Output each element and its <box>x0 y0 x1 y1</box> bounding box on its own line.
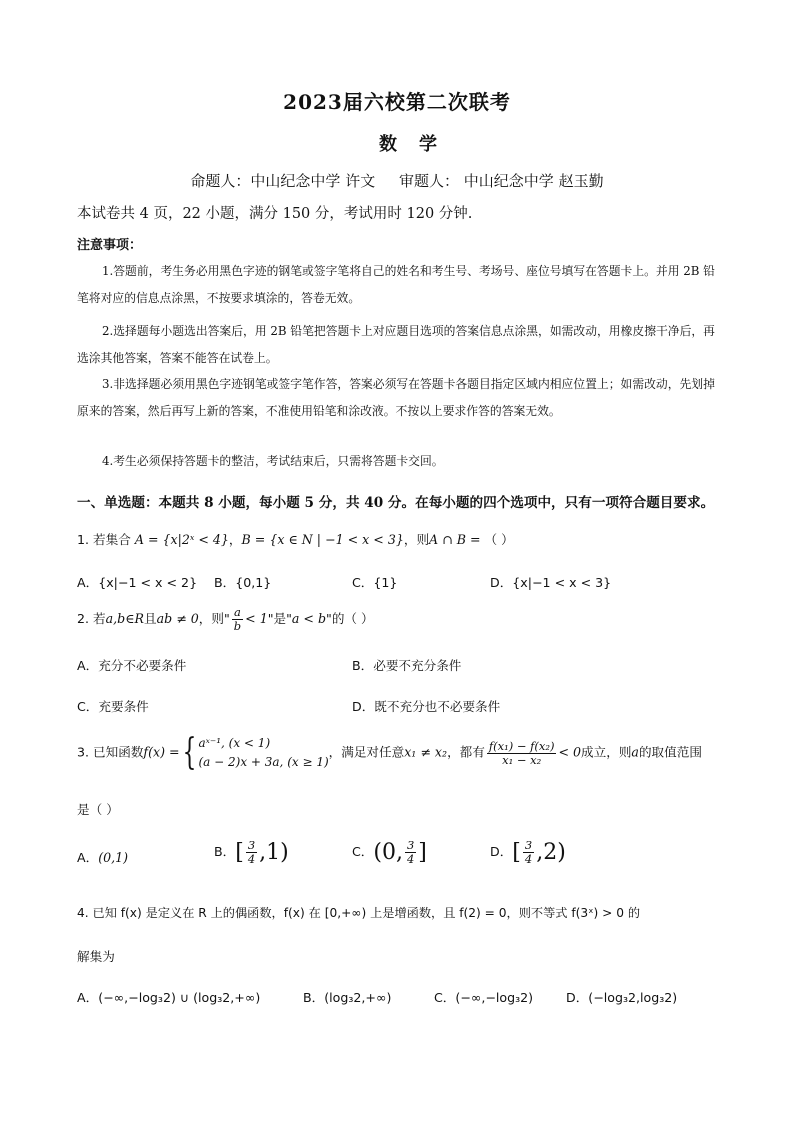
q3-option-c-post: ] <box>418 840 427 865</box>
q1-option-a: A．{x|−1 < x < 2} <box>77 575 198 590</box>
q3-option-b-post: ,1) <box>259 840 289 865</box>
q1-option-c: C．{1} <box>352 575 398 590</box>
q1-sep: ， <box>228 532 242 547</box>
q3-option-b-frac <box>246 839 257 866</box>
q3-option-a <box>77 847 128 866</box>
q3-option-c-pre: (0, <box>373 840 403 865</box>
q3-option-c-label: C． <box>352 844 374 859</box>
q4-line-2: 解集为 <box>77 949 115 964</box>
q2-text-1: 若 <box>93 611 106 626</box>
q3-number: 3. <box>77 744 90 760</box>
q4-number: 4. <box>77 906 89 920</box>
q2-inequality: < 1 <box>245 611 268 626</box>
q3-option-c-frac <box>405 839 416 866</box>
section-1-heading: 一、单选题：本题共 8 小题，每小题 5 分，共 40 分。在每小题的四个选项中，只有一项符合题目要求。 <box>77 495 715 511</box>
q4-line-1: 已知 f(x) 是定义在 R 上的偶函数，f(x) 在 [0,+∞) 上是增函数，且 f(2) = 0，则不等式 f(3ˣ) > 0 的 <box>92 906 641 920</box>
q3-option-c-num: 3 <box>406 838 415 852</box>
q3-option-b-pre: [ <box>235 840 244 865</box>
q2-text-4: "是" <box>267 611 292 626</box>
q2-fraction <box>232 606 243 633</box>
q3-text-5: 的取值范围 <box>638 744 702 760</box>
q3-option-b-num: 3 <box>247 838 256 852</box>
q2-option-d: D．既不充分也不必要条件 <box>352 699 501 714</box>
exam-subject: 数学 <box>379 134 459 155</box>
notice-item-3: 3.非选择题必须用黑色字迹钢笔或签字笔作答，答案必须写在答题卡各题目指定区域内相应位置上；如需改动，先划掉原来的答案，然后再写上新的答案，不准使用铅笔和涂改液。不按以上要求作答的答案无效。 <box>77 377 715 418</box>
q4-option-b: B．(log₃2,+∞) <box>303 990 392 1005</box>
q3-function: f(x) = <box>143 744 180 760</box>
q3-option-b-label: B． <box>214 844 236 859</box>
q2-text-2: 且 <box>144 611 157 626</box>
q3-var: a <box>631 744 639 760</box>
q3-case-1: aˣ⁻¹, (x < 1) <box>198 736 271 750</box>
q2-condition: a,b∈R <box>105 611 145 626</box>
q3-option-d-label: D． <box>490 844 513 859</box>
q3-option-b <box>214 839 289 866</box>
question-4 <box>77 904 640 921</box>
q3-option-c <box>352 839 427 866</box>
q3-option-b-den: 4 <box>247 852 256 866</box>
q2-option-a: A．充分不必要条件 <box>77 658 187 673</box>
exam-intro: 本试卷共 4 页，22 小题，满分 150 分，考试用时 120 分钟. <box>77 206 473 222</box>
q3-brace: { <box>182 732 196 773</box>
q3-option-d-den: 4 <box>524 852 533 866</box>
q1-set-b: B = {x ∈ N | −1 < x < 3} <box>241 532 404 547</box>
q4-option-a: A．(−∞,−log₃2) ∪ (log₃2,+∞) <box>77 990 261 1005</box>
q3-cases <box>198 734 328 772</box>
q2-text-3: ，则" <box>198 611 230 626</box>
q3-option-c-den: 4 <box>406 852 415 866</box>
q2-frac-den: b <box>233 619 242 633</box>
q3-condition: x₁ ≠ x₂ <box>404 744 448 760</box>
q1-option-b: B．{0,1} <box>214 575 272 590</box>
q4-option-c: C．(−∞,−log₃2) <box>434 990 534 1005</box>
notice-heading: 注意事项： <box>77 238 143 253</box>
notice-item-4: 4.考生必须保持答题卡的整洁，考试结束后，只需将答题卡交回。 <box>102 454 444 468</box>
q3-option-d-pre: [ <box>512 840 521 865</box>
q3-text-4: 成立，则 <box>581 744 632 760</box>
q3-option-d-frac <box>523 839 534 866</box>
q1-option-d: D．{x|−1 < x < 3} <box>490 575 612 590</box>
q2-text-5: "的（ ） <box>326 611 374 626</box>
q2-condition-2: ab ≠ 0 <box>156 611 199 626</box>
question-2 <box>77 606 374 633</box>
q4-option-d: D．(−log₃2,log₃2) <box>566 990 678 1005</box>
q1-text-2: ，则 <box>403 532 430 547</box>
q3-option-a-label: A． <box>77 850 99 865</box>
q1-answer-paren: （ ） <box>484 532 514 547</box>
q2-option-c: C．充要条件 <box>77 699 149 714</box>
q3-option-d <box>490 839 566 866</box>
q3-frac-den: x₁ − x₂ <box>502 752 542 767</box>
q1-text-1: 若集合 <box>93 532 131 547</box>
q1-set-a: A = {x|2ˣ < 4} <box>134 532 229 547</box>
q3-text-2: ，满足对任意 <box>328 744 405 760</box>
question-3 <box>77 734 702 772</box>
q3-frac-num: f(x₁) − f(x₂) <box>488 738 555 753</box>
q3-text-3: ，都有 <box>447 744 485 760</box>
q1-number: 1. <box>77 532 90 547</box>
q2-frac-num: a <box>232 606 243 620</box>
exam-authors: 命题人：中山纪念中学 许文 审题人： 中山纪念中学 赵玉勤 <box>190 172 604 190</box>
q3-case-2: (a − 2)x + 3a, (x ≥ 1) <box>198 755 329 769</box>
q2-option-b: B．必要不充分条件 <box>352 658 462 673</box>
q3-text-1: 已知函数 <box>93 744 144 760</box>
q3-line-2: 是（ ） <box>77 802 119 817</box>
notice-item-2: 2.选择题每小题选出答案后，用 2B 铅笔把答题卡上对应题目选项的答案信息点涂黑，如需改动，用橡皮擦干净后，再选涂其他答案，答案不能答在试卷上。 <box>77 324 715 365</box>
q2-number: 2. <box>77 611 90 626</box>
q3-option-d-num: 3 <box>524 838 533 852</box>
q3-option-d-post: ,2) <box>536 840 566 865</box>
notice-item-1: 1.答题前，考生务必用黑色字迹的钢笔或签字笔将自己的姓名和考生号、考场号、座位号填写在答题卡上。并用 2B 铅笔将对应的信息点涂黑，不按要求填涂的，答卷无效。 <box>77 264 715 305</box>
q2-compare: a < b <box>291 611 327 626</box>
q3-inequality: < 0 <box>558 744 582 760</box>
q3-fraction <box>487 740 557 767</box>
q1-expr: A ∩ B = <box>429 532 481 547</box>
question-1 <box>77 529 514 548</box>
q3-option-a-pre: (0,1) <box>98 850 129 865</box>
exam-title: 2023届六校第二次联考 <box>283 90 511 114</box>
